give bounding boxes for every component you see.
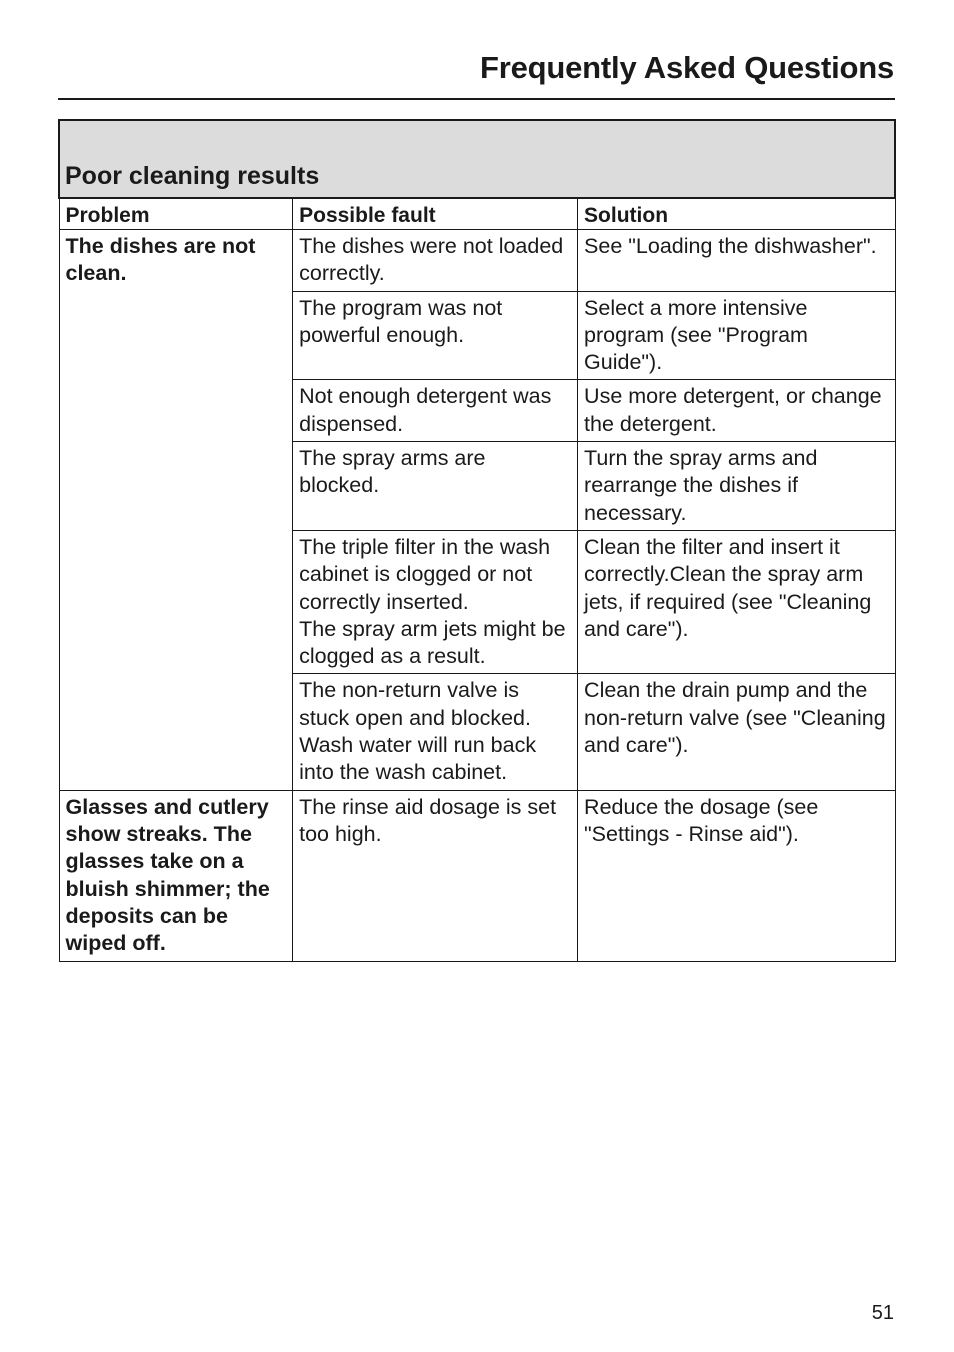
- solution-cell: Reduce the dosage (see "Settings - Rinse aid").: [578, 790, 895, 961]
- solution-cell: Clean the filter and insert it correctly.Clean the spray arm jets, if required (see "Cleaning and care").: [578, 530, 895, 673]
- fault-cell: The dishes were not loaded correctly.: [293, 230, 578, 292]
- fault-cell: The rinse aid dosage is set too high.: [293, 790, 578, 961]
- column-header-problem: Problem: [59, 198, 293, 230]
- solution-cell: See "Loading the dishwasher".: [578, 230, 895, 292]
- solution-cell: Clean the drain pump and the non-return valve (see "Cleaning and care").: [578, 674, 895, 790]
- fault-cell: The program was not powerful enough.: [293, 291, 578, 380]
- table-row: [59, 790, 895, 961]
- page-title: Frequently Asked Questions: [480, 50, 894, 85]
- table-row: [59, 230, 895, 292]
- solution-cell: Select a more intensive program (see "Program Guide").: [578, 291, 895, 380]
- fault-cell: The spray arms are blocked.: [293, 442, 578, 531]
- column-header-solution: Solution: [578, 198, 895, 230]
- solution-cell: Turn the spray arms and rearrange the dishes if necessary.: [578, 442, 895, 531]
- faq-table: [58, 119, 896, 962]
- page-number: 51: [871, 1302, 894, 1324]
- solution-cell: Use more detergent, or change the detergent.: [578, 380, 895, 442]
- problem-cell: Glasses and cutlery show streaks. The glasses take on a bluish shimmer; the deposits can be wiped off.: [59, 790, 293, 961]
- fault-cell: Not enough detergent was dispensed.: [293, 380, 578, 442]
- fault-cell: The triple filter in the wash cabinet is clogged or not correctly inserted. The spray arm jets might be clogged as a result.: [293, 530, 578, 673]
- problem-cell: The dishes are not clean.: [59, 230, 293, 791]
- column-header-row: [59, 198, 895, 230]
- section-title: Poor cleaning results: [59, 120, 895, 198]
- title-rule: [58, 98, 895, 100]
- column-header-fault: Possible fault: [293, 198, 578, 230]
- section-header-row: [59, 120, 895, 198]
- fault-cell: The non-return valve is stuck open and blocked. Wash water will run back into the wash cabinet.: [293, 674, 578, 790]
